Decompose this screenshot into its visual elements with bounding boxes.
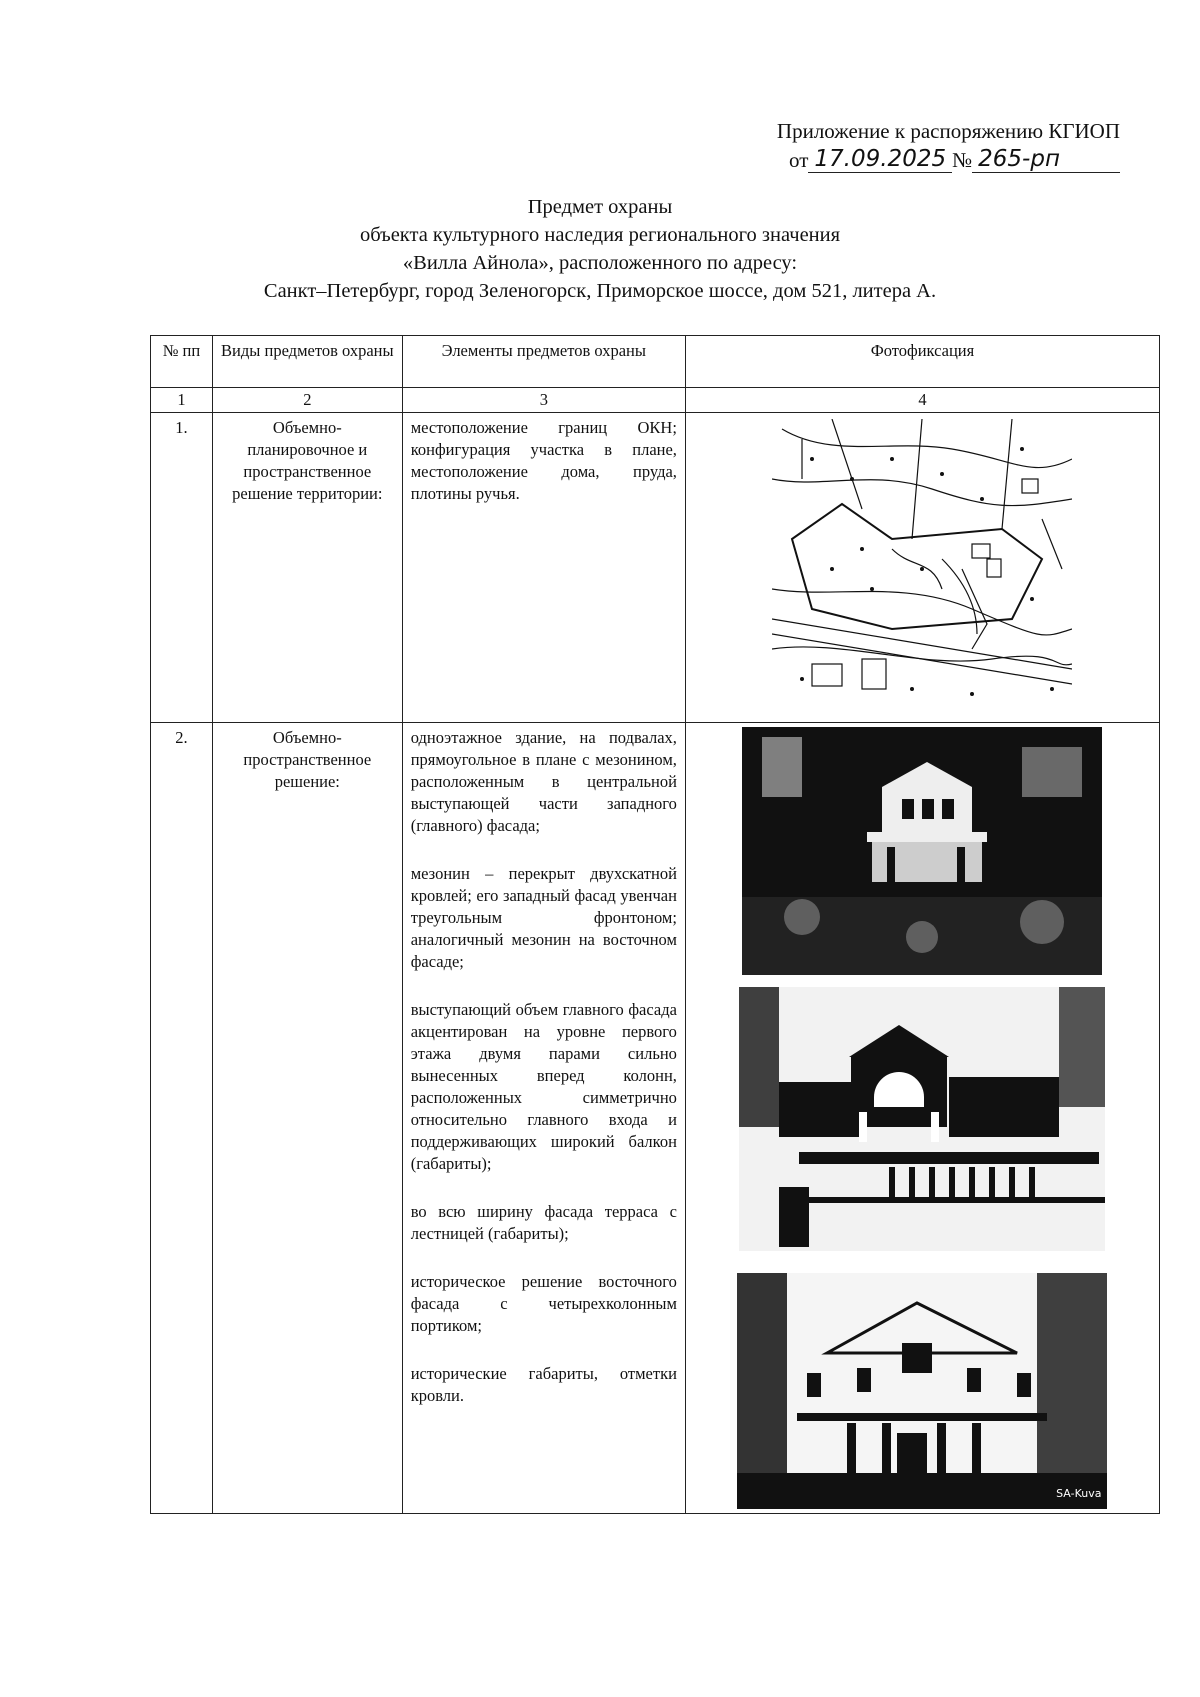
- element-text: выступающий объем главного фасада акцентирован на уровне первого этажа двумя парами сильно вынесенных вперед колонн, расположенных симметрично относительно главного входа и поддерживающих широкий балкон (габариты);: [410, 1000, 677, 1173]
- element-text: местоположение границ ОКН; конфигурация участка в плане, местоположение дома, пруда, плотины ручья.: [410, 418, 677, 503]
- column-number-row: [151, 388, 1160, 413]
- col-number-3: 3: [402, 388, 685, 413]
- element-text: мезонин – перекрыт двухскатной кровлей; его западный фасад увенчан треугольным фронтоном; аналогичный мезонин на восточном фасаде;: [410, 864, 677, 971]
- protection-table: [150, 335, 1160, 1514]
- header-elements: Элементы предметов охраны: [402, 336, 685, 388]
- title-line-2: объекта культурного наследия регионального значения: [359, 224, 841, 246]
- villa-west-facade-photo: [742, 727, 1102, 975]
- title-line-1: Предмет охраны: [527, 196, 673, 218]
- title-line-3: «Вилла Айнола», расположенного по адресу:: [402, 252, 798, 274]
- element-text: во всю ширину фасада терраса с лестницей (габариты);: [410, 1202, 677, 1243]
- row-photo-cell: [685, 413, 1159, 723]
- header-num: № пп: [151, 336, 213, 388]
- element-text: историческое решение восточного фасада с четырехколонным портиком;: [410, 1272, 677, 1335]
- table-row: [151, 413, 1160, 723]
- photo-watermark: SA-Kuva: [1056, 1487, 1102, 1500]
- row-elements: [402, 413, 685, 723]
- site-plan-map: [772, 419, 1072, 711]
- row-number: 1.: [151, 413, 213, 723]
- row-photo-cell: [685, 723, 1159, 1514]
- order-reference: [700, 118, 1120, 173]
- order-date: 17.09.2025: [808, 146, 952, 173]
- header-photo: Фотофиксация: [685, 336, 1159, 388]
- table-row: [151, 723, 1160, 1514]
- order-title: Приложение к распоряжению КГИОП: [776, 119, 1120, 143]
- col-number-2: 2: [212, 388, 402, 413]
- row-number: 2.: [151, 723, 213, 1514]
- from-prefix: от: [789, 148, 809, 172]
- villa-east-portico-photo: [737, 1273, 1107, 1509]
- document-title: [0, 193, 1200, 305]
- element-text: исторические габариты, отметки кровли.: [410, 1364, 677, 1405]
- row-type: Объемно-планировочное и пространственное решение территории:: [212, 413, 402, 723]
- order-number: 265-рп: [972, 146, 1120, 173]
- header-type: Виды предметов охраны: [212, 336, 402, 388]
- col-number-1: 1: [151, 388, 213, 413]
- title-line-4: Санкт–Петербург, город Зеленогорск, Приморское шоссе, дом 521, литера А.: [263, 280, 937, 302]
- row-type: Объемно-пространственное решение:: [212, 723, 402, 1514]
- element-text: одноэтажное здание, на подвалах, прямоугольное в плане с мезонином, расположенным в центральной выступающей части западного (главного) фасада;: [410, 728, 677, 835]
- col-number-4: 4: [685, 388, 1159, 413]
- number-prefix: №: [952, 148, 973, 172]
- row-elements: [402, 723, 685, 1514]
- order-date-number: [700, 146, 1120, 173]
- villa-terrace-photo: [739, 987, 1105, 1251]
- table-header-row: [151, 336, 1160, 388]
